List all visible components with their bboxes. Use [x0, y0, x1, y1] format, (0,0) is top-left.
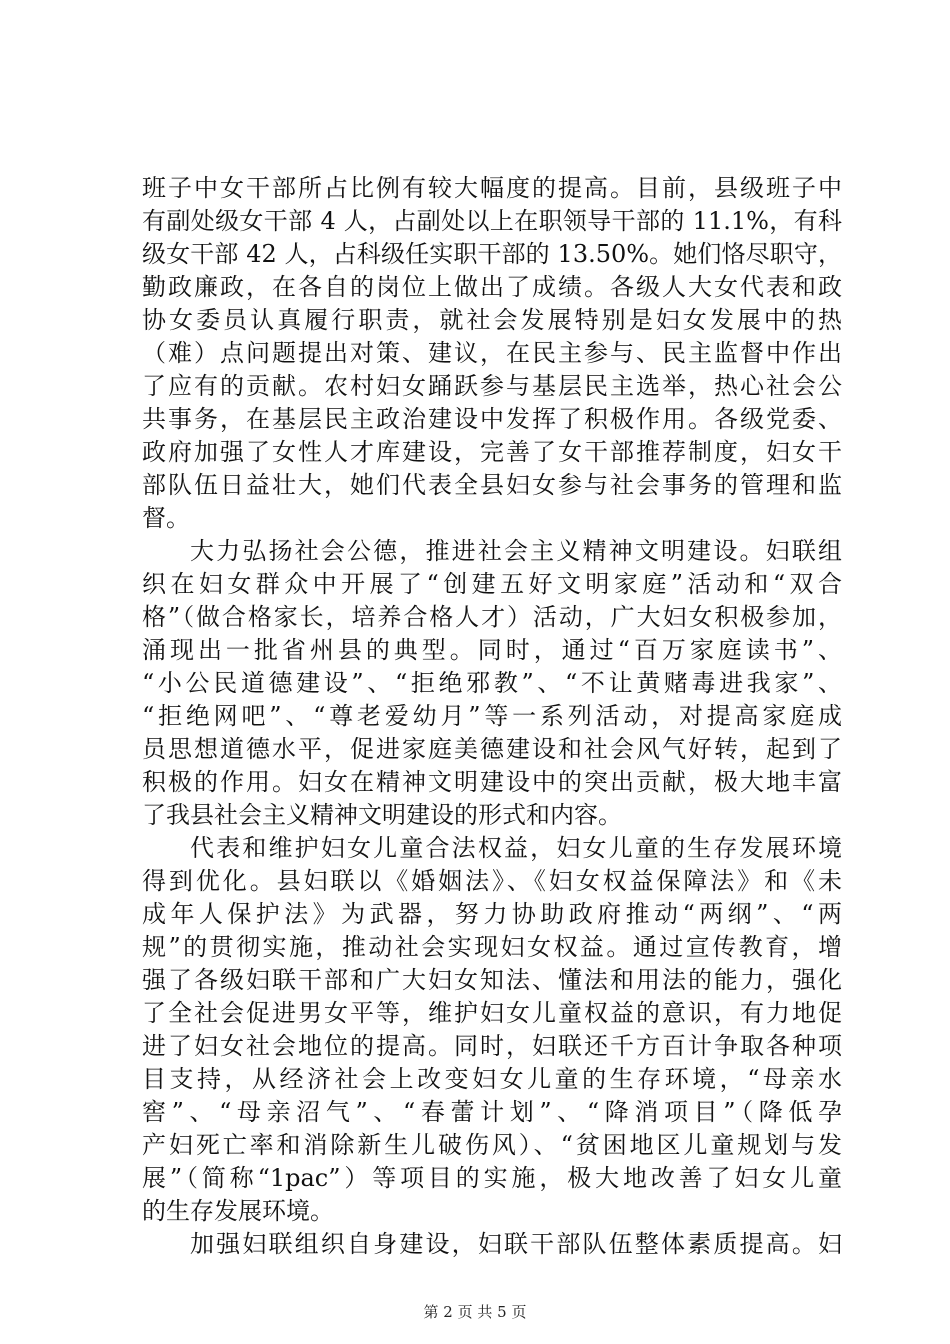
text-line: 勤政廉政，在各自的岗位上做出了成绩。各级人大女代表和政	[142, 273, 842, 301]
text-line: 织在妇女群众中开展了“创建五好文明家庭”活动和“双合	[142, 570, 842, 598]
text-line: 的生存发展环境。	[142, 1197, 334, 1225]
text-line: 共事务，在基层民主政治建设中发挥了积极作用。各级党委、	[142, 405, 842, 433]
text-line: 了应有的贡献。农村妇女踊跃参与基层民主选举，热心社会公	[142, 372, 842, 400]
paragraph-first-line: 代表和维护妇女儿童合法权益，妇女儿童的生存发展环境	[190, 834, 842, 862]
text-line: 涌现出一批省州县的典型。同时，通过“百万家庭读书”、	[142, 636, 842, 664]
text-line: 级女干部 42 人，占科级任实职干部的 13.50%。她们恪尽职守，	[142, 240, 842, 268]
text-line: 了全社会促进男女平等，维护妇女儿童权益的意识，有力地促	[142, 999, 842, 1027]
text-line: 有副处级女干部 4 人，占副处以上在职领导干部的 11.1%，有科	[142, 207, 842, 235]
text-line: 积极的作用。妇女在精神文明建设中的突出贡献，极大地丰富	[142, 768, 842, 796]
text-line: 强了各级妇联干部和广大妇女知法、懂法和用法的能力，强化	[142, 966, 842, 994]
text-line: 部队伍日益壮大，她们代表全县妇女参与社会事务的管理和监	[142, 471, 842, 499]
text-line: 窖”、“母亲沼气”、“春蕾计划”、“降消项目”（降低孕	[142, 1098, 842, 1126]
text-line: 协女委员认真履行职责，就社会发展特别是妇女发展中的热	[142, 306, 842, 334]
paragraph-first-line: 加强妇联组织自身建设，妇联干部队伍整体素质提高。妇	[190, 1230, 842, 1258]
text-line: 得到优化。县妇联以《婚姻法》、《妇女权益保障法》和《未	[142, 867, 842, 895]
text-line: 督。	[142, 504, 190, 532]
paragraph-first-line: 大力弘扬社会公德，推进社会主义精神文明建设。妇联组	[190, 537, 842, 565]
text-line: “拒绝网吧”、“尊老爱幼月”等一系列活动，对提高家庭成	[142, 702, 842, 730]
text-line: 员思想道德水平，促进家庭美德建设和社会风气好转，起到了	[142, 735, 842, 763]
document-body	[142, 172, 842, 1261]
text-line: 目支持，从经济社会上改变妇女儿童的生存环境，“母亲水	[142, 1065, 842, 1093]
text-line: 了我县社会主义精神文明建设的形式和内容。	[142, 801, 622, 829]
text-line: 规”的贯彻实施，推动社会实现妇女权益。通过宣传教育，增	[142, 933, 842, 961]
text-line: 成年人保护法》为武器，努力协助政府推动“两纲”、“两	[142, 900, 842, 928]
text-line: 班子中女干部所占比例有较大幅度的提高。目前，县级班子中	[142, 174, 842, 202]
text-line: （难）点问题提出对策、建议，在民主参与、民主监督中作出	[142, 339, 842, 367]
text-line: “小公民道德建设”、“拒绝邪教”、“不让黄赌毒进我家”、	[142, 669, 842, 697]
page-footer: 第 2 页 共 5 页	[423, 1303, 527, 1321]
text-line: 格”（做合格家长，培养合格人才）活动，广大妇女积极参加，	[142, 603, 842, 631]
text-line: 进了妇女社会地位的提高。同时，妇联还千方百计争取各种项	[142, 1032, 842, 1060]
text-line: 展”（简称“1pac”）等项目的实施，极大地改善了妇女儿童	[142, 1164, 842, 1192]
text-line: 产妇死亡率和消除新生儿破伤风）、“贫困地区儿童规划与发	[142, 1131, 842, 1159]
text-line: 政府加强了女性人才库建设，完善了女干部推荐制度，妇女干	[142, 438, 842, 466]
